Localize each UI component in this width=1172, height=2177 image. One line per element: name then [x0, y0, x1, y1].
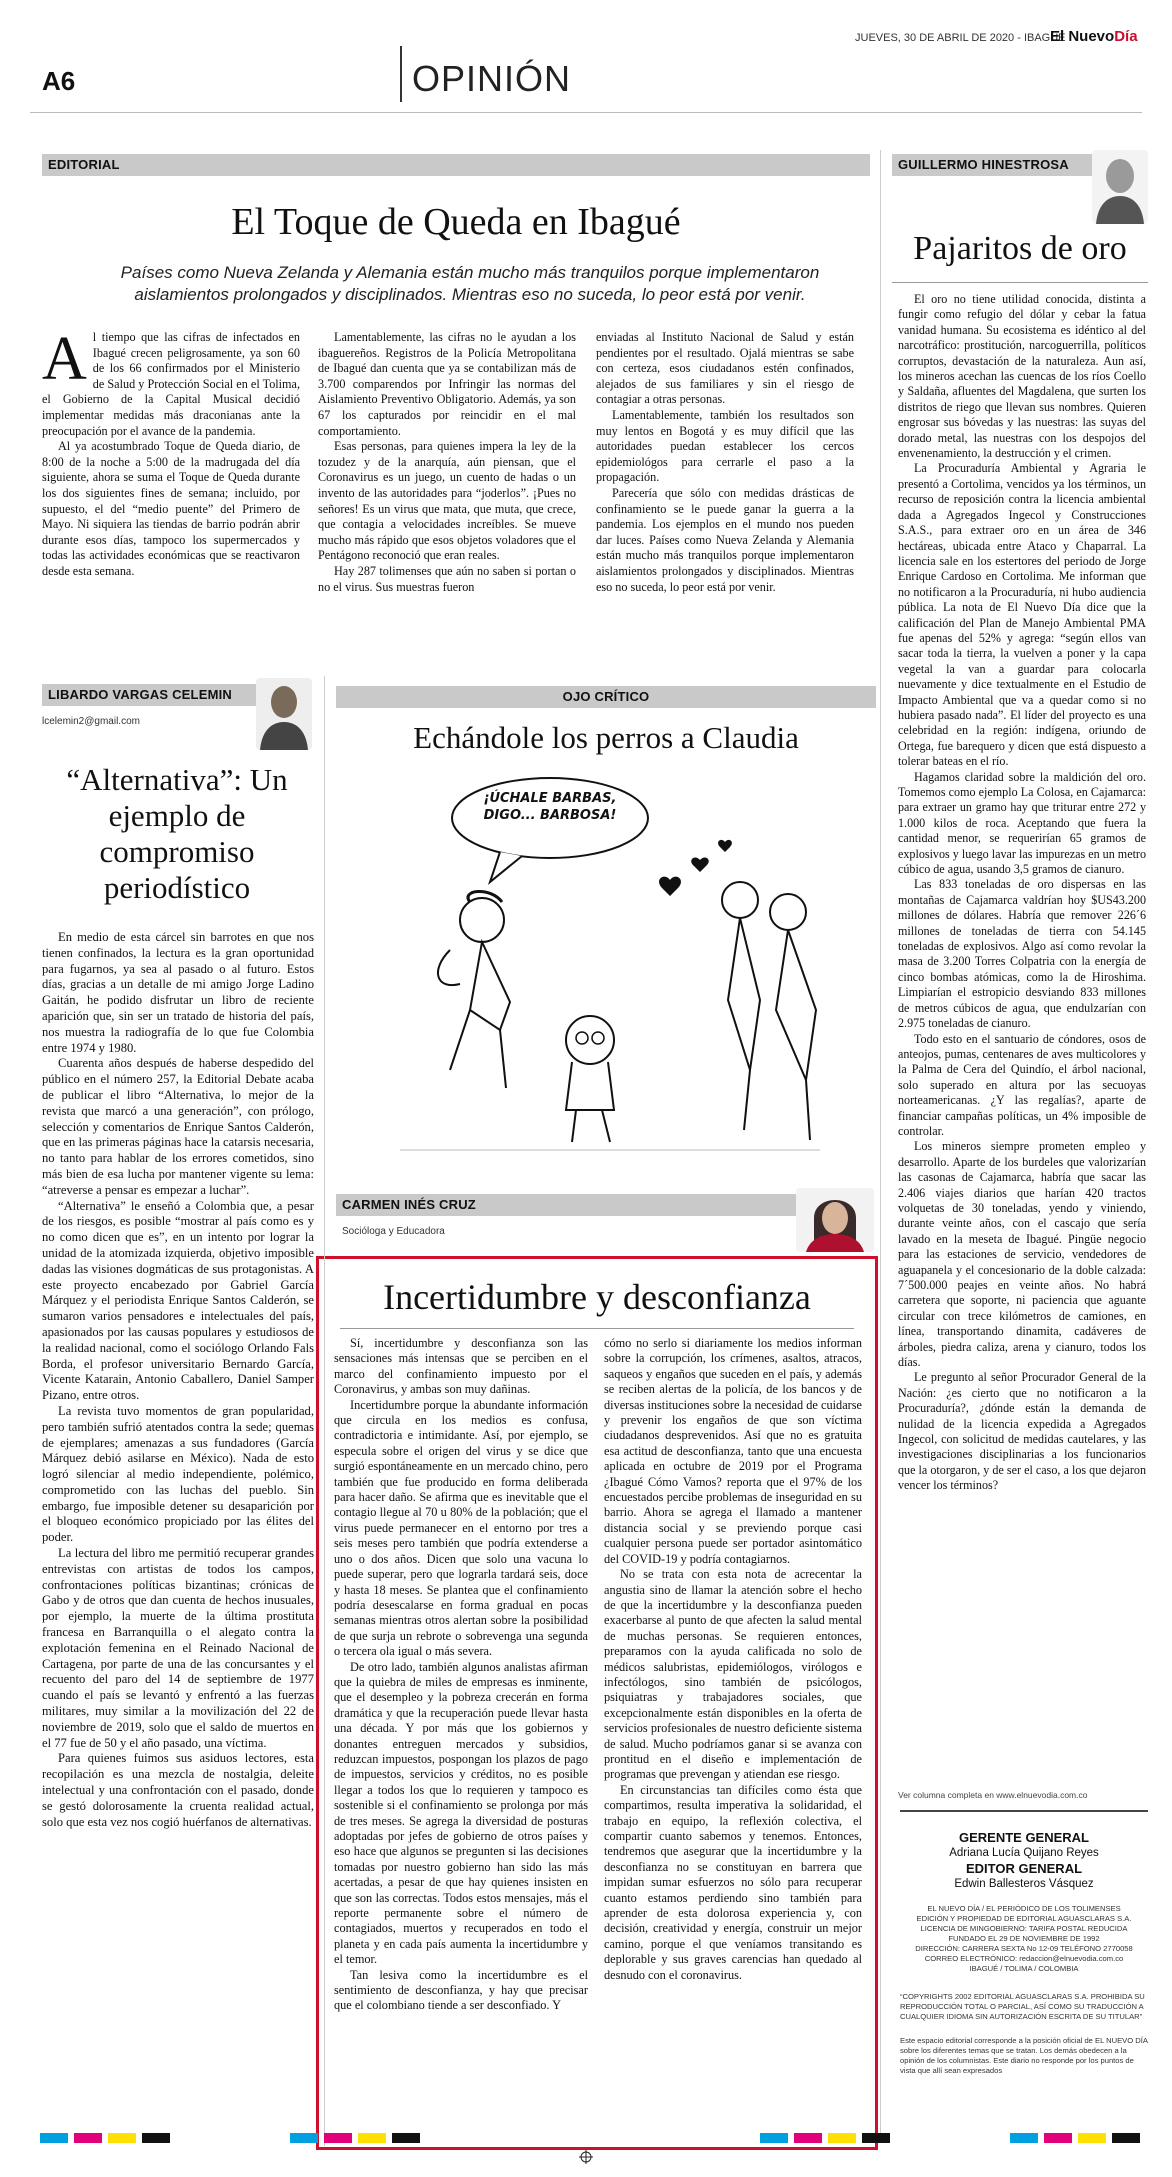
cartoon: [340, 770, 870, 1170]
masthead-rule: [900, 1810, 1148, 1812]
vargas-body: [42, 930, 314, 1830]
hinestrosa-paragraph: La Procuraduría Ambiental y Agraria le presentó a Cortolima, vencidos ya los términos, un recurso de reposición contra la licencia ambiental dada a Agregados Ingecol y Construcciones S.A.S., para extraer oro en un área de 346 hectáreas, ubicada entre Ataco y Chaparral. La licencia sale en los estertores del periodo de Jorge Enrique Cardoso en Cortolima. Me informan que no notificaron a la Procuraduría, ni hubo audiencia pública. La nota de El Nuevo Día dice que la calificación del Plan de Manejo Ambiental PMA fue apenas del 52% y agrega: “según ellos van sacar toda la tierra, la vuelven a poner y la capa vegetal la van a guardar para colocarla nuevamente y dice textualmente en el Estudio de Impacto Ambiental que va a quedar como si no hubiera pasado nada”. El líder del proyecto es una celebridad en la región: indígena, oriundo de Ortega, fue barequero y dicen que está dispuesto a tolerar bateas en el río.: [898, 461, 1146, 769]
legal-line: EDICIÓN Y PROPIEDAD DE EDITORIAL AGUASCLARAS S.A.: [916, 1914, 1132, 1923]
vargas-paragraph: En medio de esta cárcel sin barrotes en que nos tienen confinados, la lectura es la gran oportunidad para fugarnos, ya sea al pasado o al futuro. Estos días, gracias a un detalle de mi amigo Jorge Ladino Gaitán, he podido disfrutar un libro de reciente aparición que, sin ser un tratado de historia del país, nos muestra la radiografía de lo que fue Colombia entre 1974 y 1980.: [42, 930, 314, 1055]
cruz-paragraph: Incertidumbre porque la abundante información que circula en los medios es confusa, contradictoria e intimidante. Así, por ejemplo, se especula sobre el origen del virus y se dice que surgió espontáneamente en un mercado chino, pero también que fue producido en forma deliberada para hacer daño. Se afirma que es inevitable que el contagio llegue al 70 u 80% de la población; que el virus puede permanecer en el entorno por tres a seis meses pero también que podría extenderse a uno o dos años. Dicen que solo una vacuna lo puede superar, pero que lograrla tardará seis, doce y hasta 18 meses. Se plantea que el confinamiento podría desescalarse en forma gradual en pocas semanas mientras otros alertan sobre la posibilidad de que surja un rebrote o sobrevenga una segunda o tercera ola igual o más severa.: [334, 1397, 588, 1659]
registration-mark-icon: [579, 2150, 593, 2164]
cruz-photo: [796, 1188, 874, 1252]
editorial-paragraph: Al tiempo que las cifras de infectados en Ibagué crecen peligrosamente, ya son 60 de los 66 confirmados por el Ministerio de Salud y Protección Social en el Tolima, el Gobierno de la Capital Musical decidió implementar medidas más draconianas ante la preocupación por el avance de la pandemia.: [42, 325, 300, 438]
ojo-label: OJO CRÍTICO: [562, 689, 650, 704]
hinestrosa-paragraph: Las 833 toneladas de oro dispersas en las montañas de Cajamarca valdrían hoy $US43.200 millones de dólares. Habría que remover 226´6 millones de toneladas de tierra con 54.145 toneladas de explosivos. Algo así como revolar la masa de 3.200 Torres Colpatria con la energía de cinco bombas atómicas, como la de Hiroshima. Limpiarían el estropicio desviando 833 millones de metros cúbicos de agua, que endulzarían con 2.975 toneladas de cianuro.: [898, 877, 1146, 1031]
masthead-copyright: “COPYRIGHTS 2002 EDITORIAL AGUASCLARAS S.A. PROHIBIDA SU REPRODUCCIÓN TOTAL O PARCIAL, ASÍ COMO SU TRADUCCIÓN A CUALQUIER IDIOMA SIN AUTORIZACIÓN ESCRITA DE SU TITULAR”: [900, 1992, 1145, 2021]
cruz-title: Incertidumbre y desconfianza: [383, 1277, 811, 1317]
column-rule: [880, 150, 881, 2140]
print-color-bar: [40, 2130, 1140, 2140]
cruz-col-1: [334, 1336, 588, 2014]
editor-name: Edwin Ballesteros Vásquez: [954, 1878, 1094, 1890]
header-rule: [30, 112, 1142, 113]
masthead-disclaimer: Este espacio editorial corresponde a la posición oficial de EL NUEVO DÍA sobre los diferentes temas que se tratan. Los demás obedecen a la opinión de los columnistas. Este diario no responde por los puntos de vista que allí sean expresados: [900, 2036, 1148, 2075]
gerente-name: Adriana Lucía Quijano Reyes: [949, 1847, 1099, 1859]
vargas-title: “Alternativa”: Un ejemplo de compromiso periodístico: [66, 762, 288, 905]
editorial-col-2: [318, 330, 576, 595]
editor-label: EDITOR GENERAL: [965, 1861, 1083, 1876]
editorial-paragraph: Al ya acostumbrado Toque de Queda diario, de 8:00 de la noche a 5:00 de la madrugada del día siguiente, ahora se suma el Toque de Queda durante los dos siguientes fines de semana; incluido, por supuesto, el del “medio puente” del Primero de Mayo. Ni siquiera las tiendas de barrio podrán abrir durante esos días, tampoco los supermercados y todas las actividades económicas que se reactivaron desde esta semana.: [42, 439, 300, 578]
vargas-email: lcelemin2@gmail.com: [42, 716, 140, 727]
legal-line: IBAGUÉ / TOLIMA / COLOMBIA: [969, 1964, 1079, 1973]
cruz-paragraph: Sí, incertidumbre y desconfianza son las sensaciones más intensas que se perciben en el marco del confinamiento impuesto por el Coronavirus, y ambas son muy dañinas.: [334, 1336, 588, 1397]
cruz-col-2: [604, 1336, 862, 1983]
legal-line: CORREO ELECTRÓNICO: redaccion@elnuevodia.com.co: [924, 1954, 1124, 1963]
vargas-paragraph: “Alternativa” le enseñó a Colombia que, a pesar de los riesgos, es posible “mostrar al país como es y no como dicen que es”, en un intento por lograr la unidad de la atomizada izquierda, objetivo imposible dadas las visiones dogmáticas de sus protagonistas. A este proyecto encabezado por Gabriel García Márquez y el periodista Enrique Santos Calderón, se sumaron varios pensadores e intelectuales del país, apasionados por las causas populares y estudiosos de la realidad nacional, como el sociólogo Orlando Fals Borda, el profesor universitario Bernardo García, Vicente Katarain, Antonio Caballero, Daniel Samper Pizano, entre otros.: [42, 1198, 314, 1403]
vargas-paragraph: Cuarenta años después de haberse despedido del público en el número 257, la Editorial Debate acaba de publicar el libro “Alternativa, lo mejor de la revista que marcó a una generación”, con prólogo, selección y comentarios de Enrique Santos Calderón, que en las primeras páginas hace la catarsis necesaria, no tanto para hablar de los errores cometidos, sino más bien de esa lucha por mantener vigente su lema: “atreverse a pensar es empezar a luchar”.: [42, 1056, 314, 1197]
vargas-paragraph: Para quienes fuimos sus asiduos lectores, esta recopilación es una mezcla de nostalgia, deleite intelectual y una confrontación con el pasado, donde se gestó dolorosamente la cruenta realidad actual, solo que esta vez nos cogió huérfanos de alternativas.: [42, 1751, 314, 1829]
cruz-paragraph: Tan lesiva como la incertidumbre es el sentimiento de desconfianza, y hay que precisar que el colombiano tiende a ser desconfiado. Y: [334, 1967, 588, 2013]
brand-el: El Nuevo: [1050, 28, 1115, 45]
cruz-role: Socióloga y Educadora: [342, 1226, 445, 1237]
hinestrosa-paragraph: Todo esto en el santuario de cóndores, osos de anteojos, pumas, centenares de aves multicolores y la Palma de Cera del Quindío, el árbol nacional, solo superado en altura por las secuoyas norteamericanas. ¿Y las regalías?, aparte de financiar campañas políticas, un 4% imposible de controlar.: [898, 1031, 1146, 1138]
cruz-paragraph: De otro lado, también algunos analistas afirman que la quiebra de miles de empresas es inminente, que el desempleo y la pobreza crecerán en forma dramática y que la recuperación puede llevar hasta una década. Y por más que los gobiernos y donantes entreguen mercados y subsidios, reduzcan impuestos, pospongan los plazos de pago de impuestos, servicios y créditos, no es posible llegar a todos los que lo requieren y tampoco es sostenible si el confinamiento se prolonga por más de tres meses. Se agrega la diversidad de posturas adoptadas por jefes de gobierno de otros países y eso hace que algunos se pregunten si las decisiones tomadas por nuestro gobierno han sido las más acertadas, a pesar de que hay quienes insisten en que son las correctas. Todos estos mensajes, más el reporte permanente sobre el número de contagiados, muertos y recuperados en todo el planeta y en cada país aumenta la incertidumbre y el temor.: [334, 1659, 588, 1967]
hinestrosa-body: [898, 292, 1146, 1494]
masthead-legal: [900, 1904, 1148, 1974]
hinestrosa-author: GUILLERMO HINESTROSA: [892, 154, 1092, 176]
section-divider: [400, 46, 402, 102]
vargas-paragraph: La lectura del libro me permitió recuperar grandes entrevistas con artistas de todos los campos, confrontaciones políticas bizantinas; crónicas de Gabo y de otros que dan cuenta de hechos inusuales, por ejemplo, la muerte de la última prostituta francesa en Barranquilla o el alegato contra la explotación femenina en el Reinado Nacional de Cartagena, por parte de una de las concursantes y el recuento del paro del 14 de septiembre de 1977 cuando el país se levantó y enfrentó a las fuerzas militares, muy similar a la movilización del 22 de noviembre de 2019, solo que el saldo de muertos en el 77 fue de 50 y el año pasado, una víctima.: [42, 1546, 314, 1750]
editorial-paragraph: Esas personas, para quienes impera la ley de la tozudez y de la anarquía, aún piensan, que el Coronavirus es un juego, un cuento de hadas o un invento de las autoridades para “joderlos”. ¡Pues no señores! Es un virus que mata, que muta, que crece, que contagia a velocidades increíbles. Se mueve mucho más rápido que esos objetos voladores que el Pentágono reconoció que eran reales.: [318, 439, 576, 563]
gerente-label: GERENTE GENERAL: [958, 1830, 1089, 1845]
ojo-title: Echándole los perros a Claudia: [413, 720, 799, 755]
editorial-paragraph: Lamentablemente, también los resultados son muy lentos en Bogotá y es muy difícil que las autoridades puedan establecer los cercos epidemiológos para cerrarle el paso a la propagación.: [596, 407, 854, 485]
column-rule: [324, 676, 325, 2146]
cruz-paragraph: cómo no serlo si diariamente los medios informan sobre la corrupción, los crímenes, asaltos, atracos, saqueos y engaños que suceden en el país, y además se reciben alertas de la policía, de los bancos y de diversas instituciones sobre la necesidad de cuidarse y prevenir los engaños de que son víctima ciudadanos desprevenidos. Así que no es gratuita esa actitud de desconfianza, tanto que una encuesta aplicada en octubre de 2019 por el Programa ¿Ibagué Cómo Vamos? reporta que el 97% de los encuestados percibe problemas de inseguridad en su barrio. Ahora se agrega el llamado a mantener distancia social y se previendo porque casi cualquier persona puede ser portador asintomático del COVID-19 y podría contagiarnos.: [604, 1336, 862, 1566]
cruz-author: CARMEN INÉS CRUZ: [336, 1194, 796, 1216]
editorial-paragraph: Lamentablemente, las cifras no le ayudan a los ibaguereños. Registros de la Policía Metropolitana de Ibagué dan cuenta que ya se contabilizan más de 3.700 comparendos por Infringir las normas del Aislamiento Preventivo Obligatorio. Además, ya son 67 los capturados por reincidir en el mal comportamiento.: [318, 330, 576, 438]
page-number: A6: [42, 66, 76, 96]
editorial-paragraph: Hay 287 tolimenses que aún no saben si portan o no el virus. Sus muestras fueron: [318, 563, 576, 594]
masthead: [900, 1810, 1148, 2076]
hinestrosa-paragraph: Los mineros siempre prometen empleo y desarrollo. Aparte de los burdeles que valorizarían las casonas de Cajamarca, habría que sacar las 2.406 viajes diarios que harían 420 tractos volquetas de 30 toneladas, yendo y viniendo, durante veinte años, con el cascajo que sería lavado en la meseta de Ibagué. Pingüe negocio para las estaciones de servicio, vendedores de aguapanela y el concesionario de la doble calzada: 7´500.000 peajes en veinte años. No habrá carretera que soporte, ni paciencia que aguante circular con trece kilómetros de camiones, en línea, transportando dinamita, cadáveres de árboles, piedra caliza, arena y cianuro, todos los días.: [898, 1139, 1146, 1370]
editorial-col-3: [596, 330, 854, 595]
hinestrosa-photo: [1092, 150, 1148, 224]
hinestrosa-paragraph: El oro no tiene utilidad conocida, distinta a fungir como refugio del dólar y cebar la fatua vanidad humana. Su ecosistema es idéntico al del narcotráfico: prostitución, narcoguerrilla, políticos corruptos, devastación de la naturaleza. Aun así, los mineros acechan las cuencas de los ríos Coello y Saldaña, afluentes del Magdalena, que surten los distritos de riego que llevan sus nombres. Quieren engrosar sus bóvedas y las nuestras: las suyas del dorado metal, las nuestras con los despojos del envenenamiento, la destrucción y el crimen.: [898, 292, 1146, 461]
vargas-photo: [256, 678, 312, 750]
cruz-title-rule: [340, 1328, 854, 1329]
hinestrosa-footnote: Ver columna completa en www.elnuevodia.com.co: [898, 1790, 1088, 1800]
hinestrosa-paragraph: Hagamos claridad sobre la maldición del oro. Tomemos como ejemplo La Colosa, en Cajamarca: para extraer un gramo hay que triturar entre 272 y 1.000 kilos de roca. Aceptando que fuera la cantidad menor, se requerirían 65 gramos de explosivos y luego lavar las impurezas en un metro cúbico de agua, usando 3,5 gramos de cianuro.: [898, 769, 1146, 877]
vargas-author: LIBARDO VARGAS CELEMIN: [42, 684, 256, 706]
cruz-paragraph: En circunstancias tan difíciles como ésta que compartimos, resulta imperativa la solidaridad, el trabajo en equipo, la reflexión colectiva, el compartir cuanto sabemos y tenemos. Entonces, tendremos que asegurar que la incertidumbre y la desconfianza no se constituyan en barrera que impidan sumar esfuerzos no sólo para recuperar cuanto estamos perdiendo sino también para aprender de esta dolorosa experiencia y, con decisión, creatividad y energía, construir un mejor camino, porque el que veníamos transitando es deplorable y sus graves carencias han quedado al desnudo con el coronavirus.: [604, 1782, 862, 1982]
dateline: JUEVES, 30 DE ABRIL DE 2020 - IBAGUÉ: [855, 32, 1066, 44]
brand-logo: [1050, 28, 1138, 45]
editorial-paragraph: enviadas al Instituto Nacional de Salud y están pendientes por el resultado. Ojalá mientras se sabe con certeza, esos ciudadanos estén confinados, alejados de sus familiares y sin el riesgo de contagiar a otras personas.: [596, 330, 854, 407]
editorial-col-1: [42, 325, 300, 580]
editorial-paragraph: Parecería que sólo con medidas drásticas de confinamiento se le puede ganar la guerra a la pandemia. Los ejemplos en el mundo nos pueden dar luces. Países como Nueva Zelanda y Alemania están mucho más tranquilos porque implementaron aislamientos prolongados y disciplinados. Mientras eso no suceda, lo peor está por venir.: [596, 485, 854, 594]
cruz-paragraph: No se trata con esta nota de acrecentar la angustia sino de llamar la atención sobre el hecho de que la incertidumbre y la desconfianza pueden exacerbarse al punto de que afecten la salud mental de muchas personas. Se requieren entonces, preparamos con la ayuda calificada no solo de médicos salubristas, epidemiólogos, virólogos e infectólogos, sino también de psicólogos, psiquiatras y trabajadores sociales, que excepcionalmente están disponibles en la oferta de servicios profesionales de nuestro deficiente sistema de salud. Mucho podríamos ganar si se avanza con prontitud en el diseño e implementación de programas que prevengan y atiendan ese riesgo.: [604, 1567, 862, 1782]
legal-line: FUNDADO EL 29 DE NOVIEMBRE DE 1992: [948, 1934, 1100, 1943]
legal-line: DIRECCIÓN: CARRERA SEXTA No 12-09 TELÉFONO 2770058: [915, 1944, 1133, 1953]
hinestrosa-paragraph: Le pregunto al señor Procurador General de la Nación: ¿es cierto que no notificaron a la Procuraduría?, ¿dónde están la demanda de nulidad de la licencia expedida a Agregados Ingecol, con solicitud de medidas cautelares, y las investigaciones disciplinarias a los funcionarios que la otorgaron, y de ser el caso, a los que dejaron vencer los términos?: [898, 1370, 1146, 1493]
brand-dia: Día: [1114, 28, 1138, 45]
cartoon-speech: ¡ÚCHALE BARBAS, DIGO... BARBOSA!: [483, 791, 617, 823]
legal-line: LICENCIA DE MINGOBIERNO: TARIFA POSTAL REDUCIDA: [920, 1924, 1128, 1933]
editorial-title: El Toque de Queda en Ibagué: [231, 201, 681, 243]
vargas-paragraph: La revista tuvo momentos de gran popularidad, pero también sufrió atentados contra la sede; quemas de ejemplares; amenazas a sus fundadores (García Márquez debió asilarse en México). Nada de esto logró silenciar al medio independiente, polémico, comprometido con las luchas del pueblo. Sin embargo, fue imposible detener su desaparición por el bloqueo económico propiciado por las élites del poder.: [42, 1403, 314, 1545]
editorial-deck: Países como Nueva Zelanda y Alemania están mucho más tranquilos porque implementaron aislamientos prolongados y disciplinados. Mientras eso no suceda, lo peor está por venir.: [120, 263, 820, 304]
section-title: OPINIÓN: [412, 58, 572, 99]
hinestrosa-title-rule: [892, 282, 1148, 283]
legal-line: EL NUEVO DÍA / EL PERIÓDICO DE LOS TOLIMENSES: [927, 1904, 1121, 1913]
editorial-label: EDITORIAL: [42, 154, 870, 176]
hinestrosa-title: Pajaritos de oro: [913, 230, 1127, 267]
